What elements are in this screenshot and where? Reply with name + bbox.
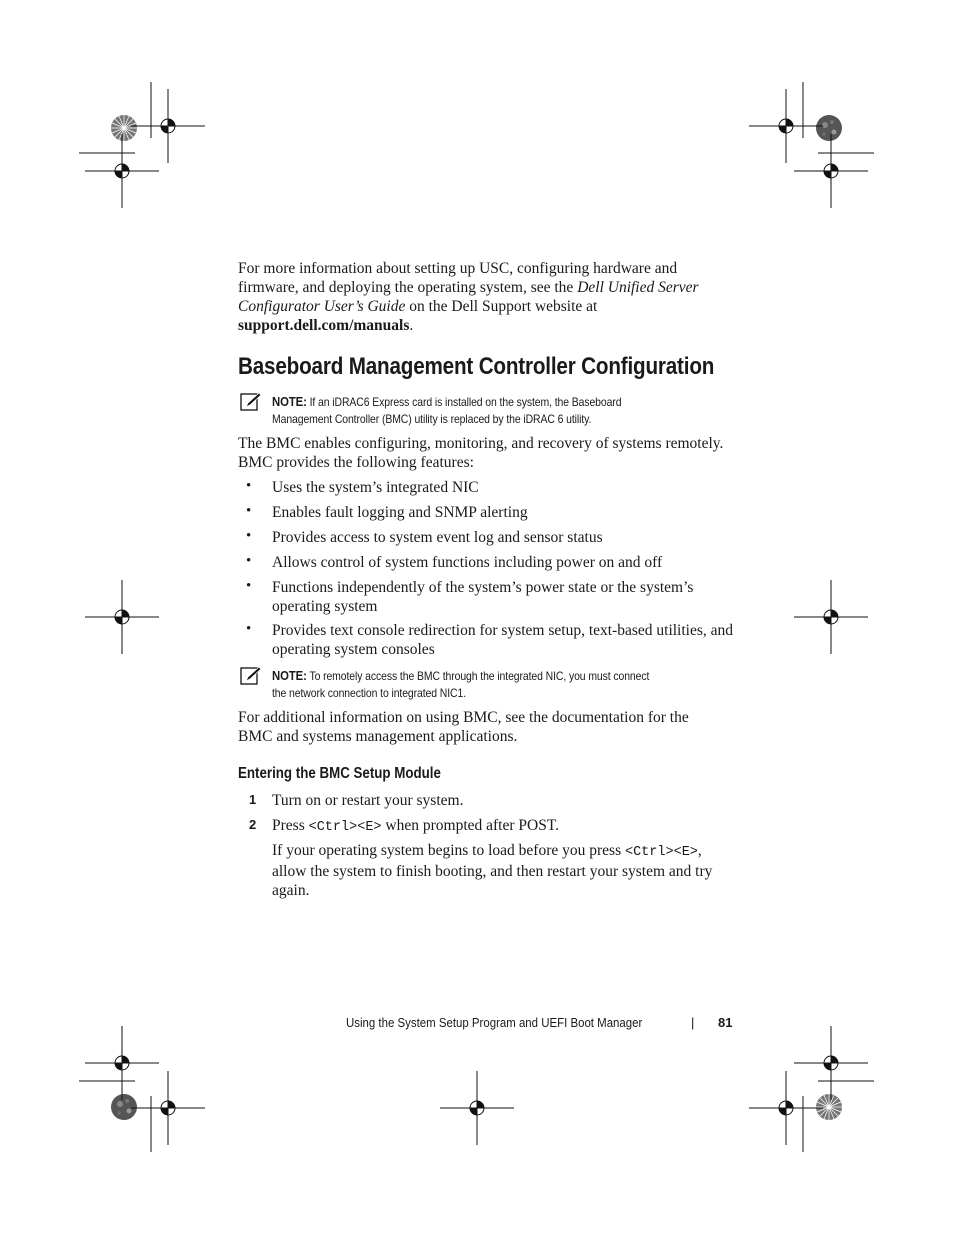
step-1: Turn on or restart your system. (272, 792, 464, 809)
guide-title: Dell Unified Server (577, 279, 699, 296)
additional-info-paragraph: For additional information on using BMC, see the documentation for the BMC and systems management applications. (238, 709, 689, 745)
bullet-symbol: • (246, 621, 252, 637)
running-title: Using the System Setup Program and UEFI Boot Manager (346, 1015, 643, 1030)
bullet-symbol: • (246, 578, 252, 594)
support-url[interactable]: support.dell.com/manuals (238, 317, 410, 334)
bullet-item: Functions independently of the system’s power state or the system’s operating system (272, 579, 694, 615)
bullet-item: Allows control of system functions including power on and off (272, 554, 663, 571)
bullet-symbol: • (246, 528, 252, 544)
note-1: NOTE: If an iDRAC6 Express card is installed on the system, the Baseboard Management Controller (BMC) utility is replaced by the iDRAC 6 utility. (272, 395, 622, 426)
note-label: NOTE: (272, 669, 307, 683)
note-icon (240, 392, 262, 412)
key-combo: <Ctrl><E> (308, 820, 382, 835)
bullet-symbol: • (246, 553, 252, 569)
step-number: 2 (249, 817, 257, 832)
section-title: Baseboard Management Controller Configuration (238, 353, 715, 380)
bullet-item: Provides access to system event log and sensor status (272, 529, 603, 546)
intro-line-4: support.dell.com/manuals. (238, 317, 414, 334)
bmc-paragraph: The BMC enables configuring, monitoring, and recovery of systems remotely. BMC provides the following features: (238, 435, 724, 471)
bullet-symbol: • (246, 503, 252, 519)
note-2: NOTE: To remotely access the BMC through the integrated NIC, you must connect the network connection to integrated NIC1. (272, 669, 650, 700)
bullet-item: Enables fault logging and SNMP alerting (272, 504, 528, 521)
page-number: 81 (718, 1015, 733, 1030)
bullet-symbol: • (246, 478, 252, 494)
intro-line-1: For more information about setting up USC, configuring hardware and (238, 260, 678, 277)
step-2-detail: If your operating system begins to load before you press <Ctrl><E>, allow the system to finish booting, and then restart your system and try again. (272, 842, 713, 899)
footer-separator: | (691, 1015, 695, 1030)
subheading: Entering the BMC Setup Module (238, 765, 441, 782)
key-combo: <Ctrl><E> (624, 845, 698, 860)
note-icon (240, 666, 262, 686)
intro-line-3: Configurator User’s Guide on the Dell Support website at (238, 298, 598, 315)
bullet-item: Uses the system’s integrated NIC (272, 479, 479, 496)
note-label: NOTE: (272, 395, 307, 409)
intro-paragraph (238, 259, 699, 335)
running-footer (346, 1015, 683, 1030)
guide-title-cont: Configurator User’s Guide (238, 298, 406, 315)
intro-line-2: firmware, and deploying the operating system, see the Dell Unified Server (238, 279, 699, 296)
step-number: 1 (249, 792, 257, 807)
step-2: Press <Ctrl><E> when prompted after POST. (272, 817, 560, 835)
bullet-item: Provides text console redirection for system setup, text-based utilities, and operating system consoles (272, 622, 734, 658)
